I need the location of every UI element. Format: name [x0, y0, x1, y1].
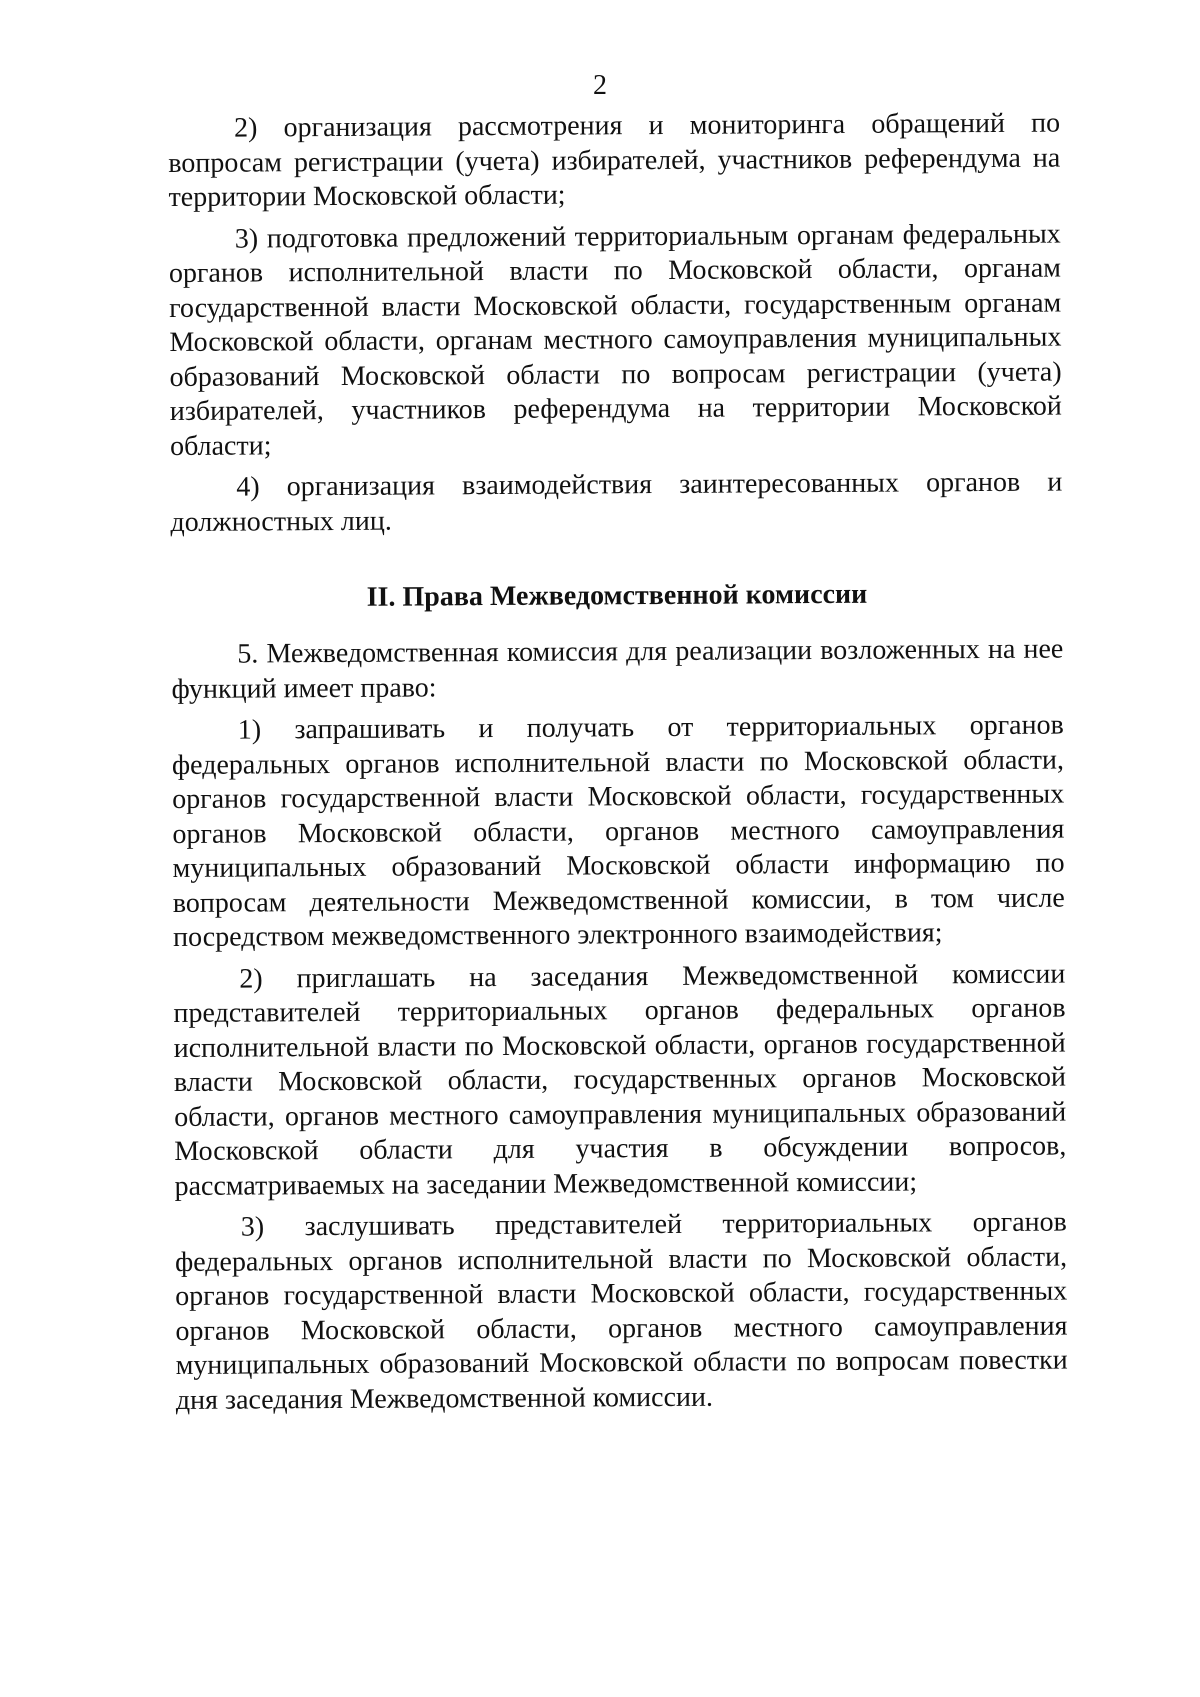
paragraph-right-3-hear: 3) заслушивать представителей территориальных органов федеральных органов исполнительной власти по Московской области, органов государственной власти Московской области, государственных органов Московской области, органов местного самоуправления муниципальных образований Московской области по вопросам повестки дня заседания Межведомственной комиссии. — [174, 1206, 1068, 1416]
document-body — [168, 107, 1068, 1425]
paragraph-item-4-cooperation: 4) организация взаимодействия заинтересованных органов и должностных лиц. — [170, 466, 1063, 538]
paragraph-right-1-request-info: 1) запрашивать и получать от территориальных органов федеральных органов исполнительной власти по Московской области, органов государственной власти Московской области, государственных органов Московской области, органов местного самоуправления муниципальных образований Московской области информацию по вопросам деятельности Межведомственной комиссии, в том числе посредством межведомственного электронного взаимодействия; — [171, 709, 1065, 953]
paragraph-item-2-monitoring: 2) организация рассмотрения и мониторинга обращений по вопросам регистрации (учета) избирателей, участников референдума на территории Московской области; — [168, 107, 1061, 213]
page-number: 2 — [593, 70, 607, 101]
section-title: Права Межведомственной комиссии — [402, 578, 868, 613]
paragraph-item-3-proposals: 3) подготовка предложений территориальным органам федеральных органов исполнительной власти по Московской области, органам государственной власти Московской области, государственным органам Московской области, органам местного самоуправления муниципальных образований Московской области по вопросам регистрации (учета) избирателей, участников референдума на территории Московской области; — [168, 218, 1062, 462]
paragraph-right-2-invite: 2) приглашать на заседания Межведомственной комиссии представителей территориальных органов федеральных органов исполнительной власти по Московской области, органов государственной власти Московской области, государственных органов Московской области, органов местного самоуправления муниципальных образований Московской области для участия в обсуждении вопросов, рассматриваемых на заседании Межведомственной комиссии; — [173, 958, 1067, 1202]
section-numeral: II. — [366, 581, 396, 613]
paragraph-clause-5: 5. Межведомственная комиссия для реализации возложенных на нее функций имеет право: — [171, 633, 1064, 705]
section-heading — [171, 577, 1063, 616]
